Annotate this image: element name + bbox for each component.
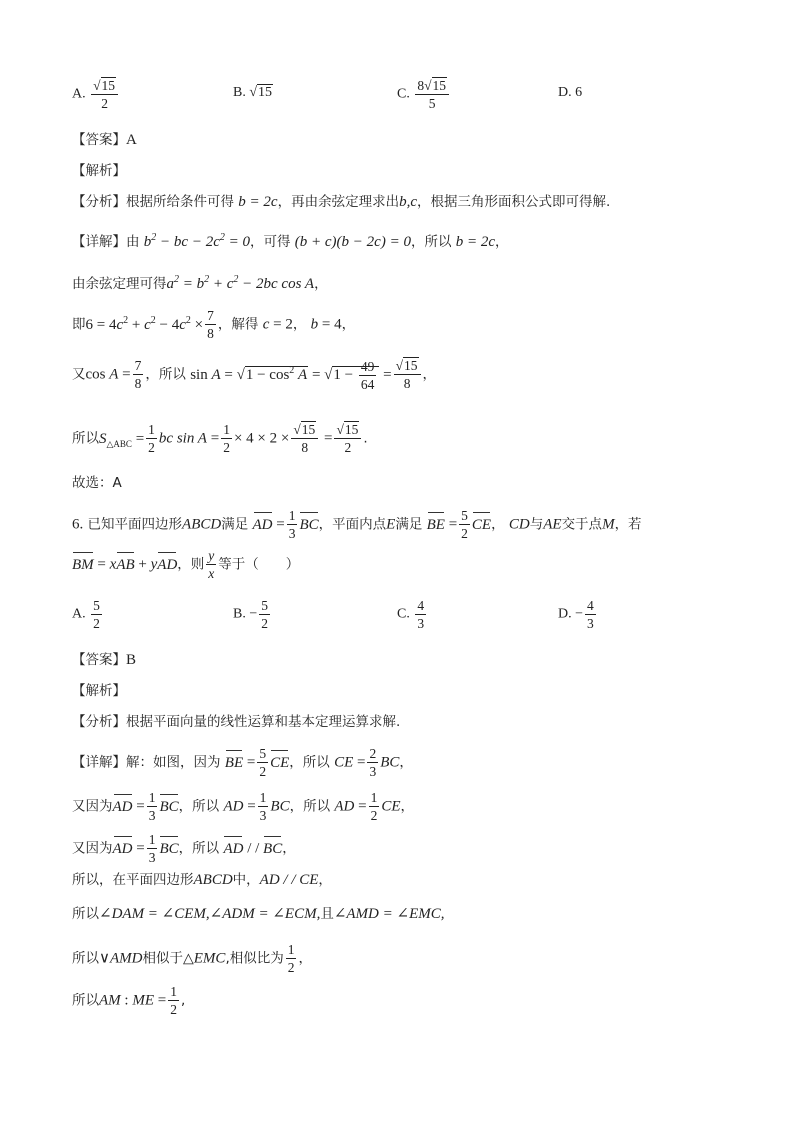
q5-option-a: A. $\frac{√15}{2}$ — [72, 78, 120, 111]
q5-fenxi: 【分析】根据所给条件可得 b = 2c，再由余弦定理求出b,c，根据三角形面积公式即可得解. — [72, 194, 611, 210]
q6-xiangjie-line7: 所以AM : ME = $\frac{1}{2}$ , — [72, 984, 186, 1017]
q6-stem-line2: BM = xAB + yAD，则 $\frac{y}{x}$ 等于（ ） — [72, 548, 300, 581]
q5-analysis-label: 【解析】 — [72, 163, 126, 179]
q6-stem-line1: 6. 已知平面四边形ABCD满足 AD = $\frac{1}{3}$ BC，平面内点E满足 BE = $\frac{5}{2}$ CE， CD与AE交于点M，若 — [72, 508, 642, 541]
q5-xiangjie-line4: 又cos A = $\frac{7}{8}$ ，所以 $\sin A = √1 - \cos^2 A = √1$ − $\frac{49}{64}$ = $\frac{√15}{8}$ ， — [72, 358, 437, 392]
q5-xiangjie-line1: 【详解】由 $b^2$ − bc − $2c^2 = 0$，可得 (b + c)(b − 2c) = 0，所以 b = 2c， — [72, 232, 509, 250]
q6-analysis-label: 【解析】 — [72, 683, 126, 699]
q5-xiangjie-line2: 由余弦定理可得$a^2 = b^2 + c^2 - 2bc$ cos A， — [72, 274, 328, 292]
q6-option-a: A. $\frac{5}{2}$ — [72, 598, 100, 631]
q6-option-d: D. − $\frac{4}{3}$ — [558, 598, 594, 631]
q6-xiangjie-line1: 【详解】解：如图，因为 BE = $\frac{5}{2}$ CE，所以 CE = $\frac{2}{3}$ BC， — [72, 746, 413, 779]
q5-xiangjie-line3: 即$6 = 4c^2 + c^2 - 4c^2$ × $\frac{7}{8}$ ，解得 c = 2， b = 4， — [72, 308, 356, 341]
q6-xiangjie-line5: 所以∠DAM = ∠CEM,∠ADM = ∠ECM,且∠AMD = ∠EMC, — [72, 906, 445, 922]
q5-option-d: D. 6 — [558, 85, 583, 100]
q6-answer: 【答案】B — [72, 652, 137, 668]
q5-xiangjie-line5: 所以$S_{\triangle ABC}$ = $\frac{1}{2}$ bc sin A = $\frac{1}{2}$ × 4 × 2 × $\frac{√15}{8}$ = $\frac{√15}{2}$ . — [72, 422, 368, 455]
q6-xiangjie-line6: 所以∨AMD相似于△EMC,相似比为 $\frac{1}{2}$ ， — [72, 942, 312, 975]
q5-answer: 【答案】A — [72, 132, 137, 148]
q5-option-c: C. $\frac{8√15}{5}$ — [397, 78, 451, 111]
q5-option-b: B. √15 — [233, 85, 273, 100]
q6-option-c: C. $\frac{4}{3}$ — [397, 598, 425, 631]
q5-choose: 故选：A — [72, 475, 122, 491]
q6-xiangjie-line2: 又因为AD = $\frac{1}{3}$ BC，所以 AD = $\frac{1}{3}$ BC，所以 AD = $\frac{1}{2}$ CE， — [72, 790, 415, 823]
q6-xiangjie-line4: 所以，在平面四边形ABCD中，AD / / CE， — [72, 872, 332, 888]
q6-xiangjie-line3: 又因为AD = $\frac{1}{3}$ BC，所以 AD / / BC， — [72, 832, 296, 865]
q6-fenxi: 【分析】根据平面向量的线性运算和基本定理运算求解. — [72, 714, 401, 730]
q6-option-b: B. − $\frac{5}{2}$ — [233, 598, 268, 631]
